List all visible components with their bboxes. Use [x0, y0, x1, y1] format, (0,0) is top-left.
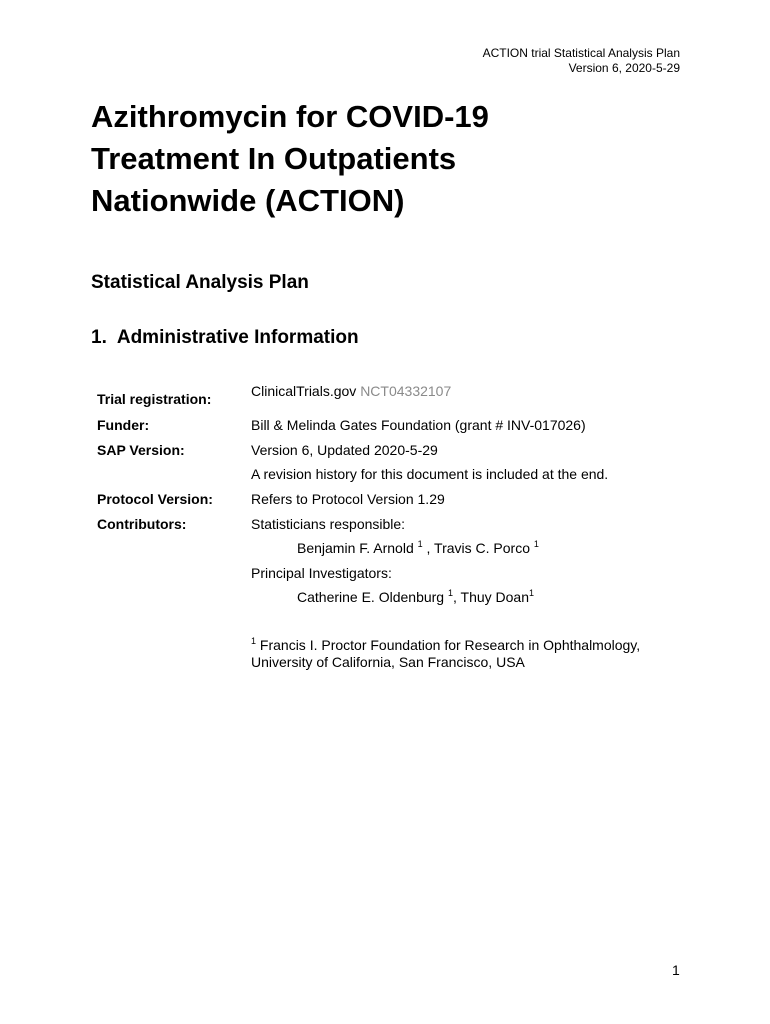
title-line: Nationwide (ACTION) — [91, 183, 405, 218]
affiliation-marker: 1 — [533, 539, 539, 549]
pi-name: , Thuy Doan — [453, 589, 530, 605]
statistician-name: Benjamin F. Arnold — [297, 540, 414, 556]
registry-name: ClinicalTrials.gov — [251, 383, 357, 399]
page-number: 1 — [672, 962, 680, 978]
statisticians-heading: Statisticians responsible: — [251, 516, 406, 532]
document-title — [91, 96, 651, 222]
funder-label: Funder: — [97, 417, 150, 433]
affiliation-marker: 1 — [251, 636, 257, 646]
affiliation-marker: 1 — [529, 588, 535, 598]
running-header-version: Version 6, 2020-5-29 — [568, 61, 680, 75]
funder-value: Bill & Melinda Gates Foundation (grant # INV-017026) — [251, 417, 586, 433]
affiliation-institution: Francis I. Proctor Foundation for Research in Ophthalmology, — [259, 637, 641, 653]
sap-version-value: Version 6, Updated 2020-5-29 — [251, 442, 438, 458]
section-heading — [91, 327, 359, 349]
affiliation-marker: 1 — [447, 588, 453, 598]
affiliation-marker: 1 — [417, 539, 423, 549]
protocol-version-label: Protocol Version: — [97, 491, 213, 507]
pi-list — [297, 589, 534, 606]
title-line: Azithromycin for COVID-19 — [91, 99, 489, 134]
protocol-version-value: Refers to Protocol Version 1.29 — [251, 491, 445, 507]
document-subtitle: Statistical Analysis Plan — [91, 272, 309, 293]
trial-registration-value — [251, 383, 451, 400]
affiliation-line — [251, 637, 640, 654]
statisticians-list — [297, 540, 539, 557]
pi-heading: Principal Investigators: — [251, 565, 392, 581]
title-line: Treatment In Outpatients — [91, 141, 457, 176]
contributors-label: Contributors: — [97, 516, 187, 532]
section-number: 1. — [91, 327, 107, 348]
running-header — [483, 46, 680, 76]
running-header-title: ACTION trial Statistical Analysis Plan — [482, 46, 680, 60]
sap-version-label: SAP Version: — [97, 442, 185, 458]
sap-version-note: A revision history for this document is included at the end. — [251, 466, 609, 482]
trial-registration-label: Trial registration: — [97, 391, 212, 407]
section-title: Administrative Information — [116, 327, 359, 348]
registry-id-link[interactable]: NCT04332107 — [360, 383, 452, 399]
pi-name: Catherine E. Oldenburg — [297, 589, 445, 605]
statistician-name: , Travis C. Porco — [426, 540, 530, 556]
affiliation-line: University of California, San Francisco, USA — [251, 654, 525, 670]
affiliation-footnote — [251, 637, 640, 671]
